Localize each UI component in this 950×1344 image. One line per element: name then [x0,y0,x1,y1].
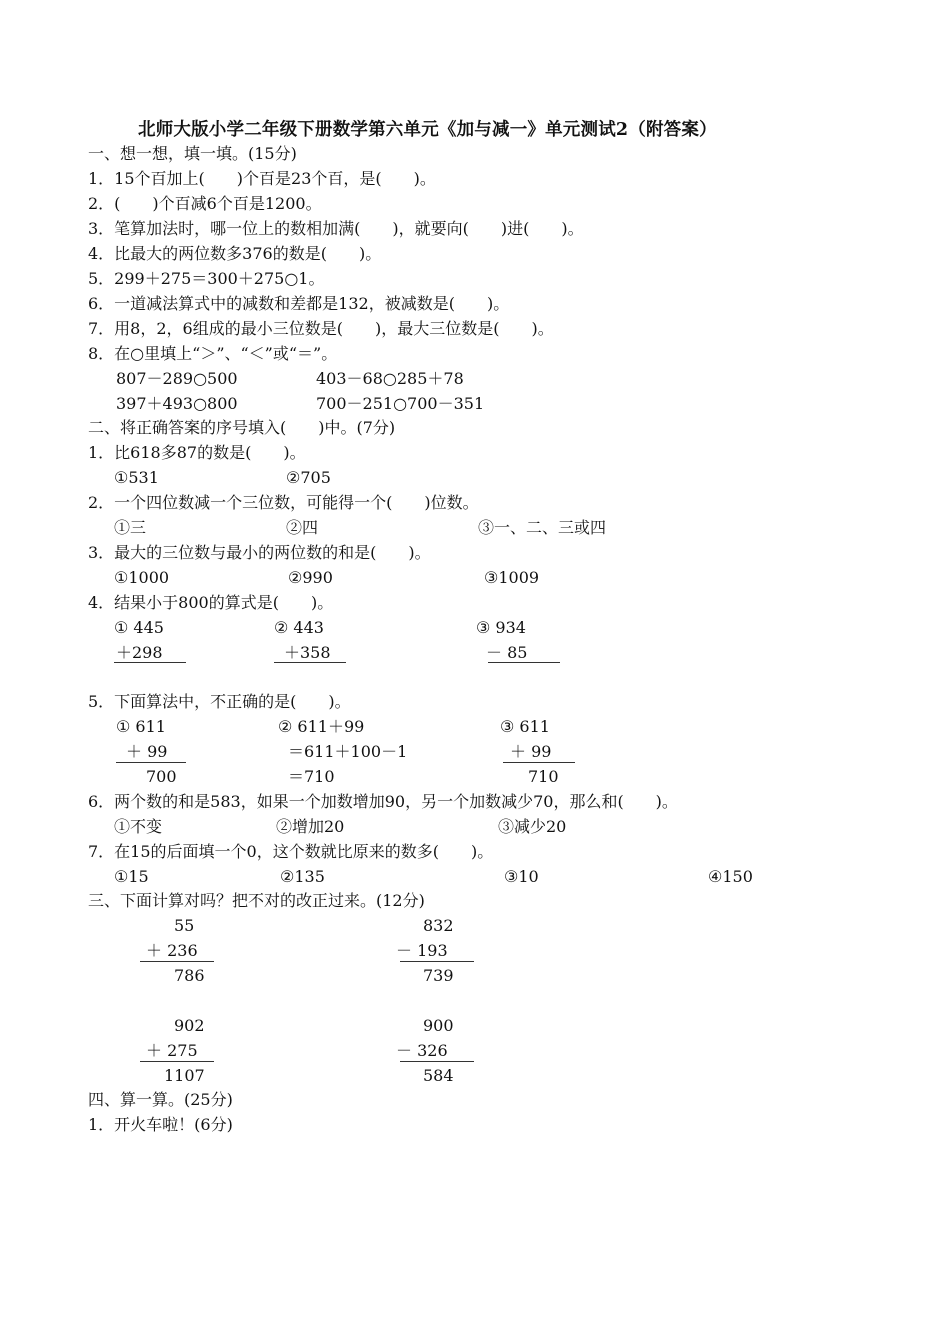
s1-question-1: 1．15个百加上( )个百是23个百，是( )。 [88,169,436,188]
s3-calc-3-middle: ＋ 275 [146,1041,198,1060]
s2-question-7: 7．在15的后面填一个0，这个数就比原来的数多( )。 [88,842,494,861]
s2-q7-option-4: ④150 [708,867,753,886]
s2-q5-option-1-rule [116,762,186,763]
s2-q4-option-2-top: ② 443 [274,618,324,637]
s2-q4-option-3-bottom: － 85 [486,643,528,662]
s2-q6-option-1: ①不变 [114,817,163,836]
s1-question-3: 3．笔算加法时，哪一位上的数相加满( )，就要向( )进( )。 [88,219,584,238]
s2-q5-option-3-top: ③ 611 [500,717,550,736]
s3-calc-1-rule [140,961,214,962]
s2-q2-option-3: ③一、二、三或四 [478,518,607,537]
s3-calc-4-top: 900 [423,1016,454,1035]
s2-q3-option-1: ①1000 [114,568,170,587]
s3-calc-1-middle: ＋ 236 [146,941,198,960]
s2-q2-option-1: ①三 [114,518,147,537]
s2-q5-option-1-top: ① 611 [116,717,166,736]
s1-compare-4: 700－251○700－351 [316,394,485,413]
s1-compare-3: 397＋493○800 [116,394,238,413]
s2-q5-option-3-rule [503,762,575,763]
s2-q5-option-3-result: 710 [528,767,559,786]
s2-q4-option-1-bottom: ＋298 [116,643,163,662]
s2-q4-option-1-top: ① 445 [114,618,164,637]
s3-calc-2-result: 739 [423,966,454,985]
s2-q5-option-1-result: 700 [146,767,177,786]
s2-question-2: 2．一个四位数减一个三位数，可能得一个( )位数。 [88,493,479,512]
s2-q3-option-3: ③1009 [484,568,540,587]
s3-calc-4-middle: － 326 [396,1041,448,1060]
s1-question-2: 2．( )个百减6个百是1200。 [88,194,322,213]
section-1-heading: 一、想一想，填一填。(15分) [88,144,297,163]
s2-question-4: 4．结果小于800的算式是( )。 [88,593,334,612]
s2-q5-option-2-middle: ＝611＋100－1 [288,742,408,761]
s2-q5-option-1-middle: ＋ 99 [126,742,168,761]
s3-calc-4-rule [400,1061,474,1062]
s2-q7-option-3: ③10 [504,867,539,886]
s1-compare-2: 403－68○285＋78 [316,369,464,388]
s2-question-6: 6．两个数的和是583，如果一个加数增加90，另一个加数减少70，那么和( )。 [88,792,678,811]
s2-q1-option-1: ①531 [114,468,159,487]
s1-question-7: 7．用8，2，6组成的最小三位数是( )，最大三位数是( )。 [88,319,554,338]
s2-q5-option-3-middle: ＋ 99 [510,742,552,761]
s1-compare-1: 807－289○500 [116,369,238,388]
section-2-heading: 二、将正确答案的序号填入( )中。(7分) [88,418,396,437]
s2-q4-option-3-rule [488,662,560,663]
s1-question-6: 6．一道减法算式中的减数和差都是132，被减数是( )。 [88,294,510,313]
s3-calc-3-result: 1107 [164,1066,205,1085]
s3-calc-1-top: 55 [174,916,195,935]
s3-calc-2-top: 832 [423,916,454,935]
s2-q4-option-2-bottom: ＋358 [284,643,331,662]
s1-question-8: 8．在○里填上“＞”、“＜”或“＝”。 [88,344,338,363]
s2-q5-option-2-result: ＝710 [288,767,335,786]
s3-calc-2-middle: － 193 [396,941,448,960]
s2-question-1: 1．比618多87的数是( )。 [88,443,306,462]
s2-q7-option-2: ②135 [280,867,325,886]
s1-question-4: 4．比最大的两位数多376的数是( )。 [88,244,382,263]
s3-calc-3-top: 902 [174,1016,205,1035]
s3-calc-3-rule [140,1061,214,1062]
s3-calc-2-rule [400,961,474,962]
section-3-heading: 三、下面计算对吗？把不对的改正过来。(12分) [88,891,425,910]
s2-q4-option-2-rule [274,662,346,663]
page-title: 北师大版小学二年级下册数学第六单元《加与减一》单元测试2（附答案） [138,120,717,140]
s2-q7-option-1: ①15 [114,867,149,886]
s2-question-5: 5．下面算法中，不正确的是( )。 [88,692,351,711]
s2-q1-option-2: ②705 [286,468,331,487]
s2-question-3: 3．最大的三位数与最小的两位数的和是( )。 [88,543,431,562]
s2-q4-option-3-top: ③ 934 [476,618,526,637]
section-4-heading: 四、算一算。(25分) [88,1090,233,1109]
s3-calc-1-result: 786 [174,966,205,985]
s2-q3-option-2: ②990 [288,568,333,587]
s2-q6-option-2: ②增加20 [276,817,345,836]
s3-calc-4-result: 584 [423,1066,454,1085]
s4-question-1: 1．开火车啦！(6分) [88,1115,233,1134]
s1-question-5: 5．299＋275＝300＋275○1。 [88,269,325,288]
s2-q5-option-2-top: ② 611＋99 [278,717,365,736]
s2-q4-option-1-rule [114,662,186,663]
s2-q6-option-3: ③减少20 [498,817,567,836]
s2-q2-option-2: ②四 [286,518,319,537]
